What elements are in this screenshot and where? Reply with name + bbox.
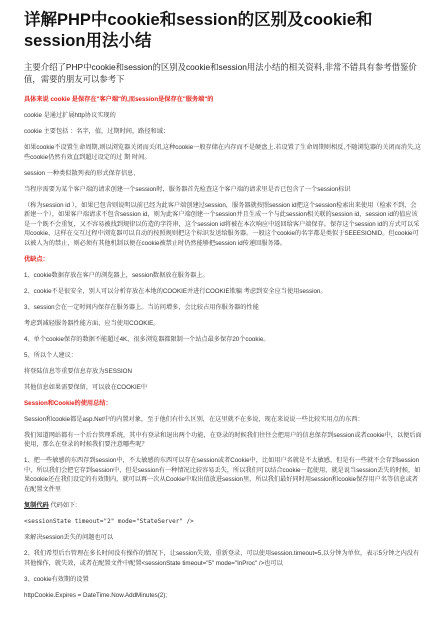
paragraph: （称为session id ），如果已包含则说明以前已经为此客户端创建过session，服务器就按照session id把这个session检索出来使用（检索不到，会新建一个），如果客户端请求不包含session id，则为此客户端创建一个session并且生成一个与此session相关联的session id，session id的值应该是一个既不会重复，又不容易被找到规律以仿造的字符串，这个session id将被在本次响应中返回给客户端保存。保存这个session id的方式可以采用cookie，这样在交互过程中浏览器可以自动的按照规则把这个标识发送给服务器。一般这个cookie的名字都是类似于SEEESIONID。但cookie可以被人为的禁止，则必须有其他机制以便在cookie被禁止时仍然能够把session id传递回服务器。	[24, 201, 420, 247]
paragraph: 将登陆信息等重要信息存放为SESSION	[24, 367, 132, 375]
paragraph: session 一种类似散列表的形式保存信息,	[24, 169, 136, 177]
paragraph: 4、单个cookie保存的数据不能超过4K，很多浏览器都限制一个站点最多保存20个cookie。	[24, 335, 270, 343]
paragraph: 来解决session丢失的问题也可以	[24, 534, 114, 541]
copy-code-link[interactable]: 复制代码	[24, 502, 49, 510]
section-heading: 优缺点：	[24, 255, 49, 263]
paragraph: 3、session会在一定时间内保存在服务器上。当访问增多，会比较占用你服务器的性能	[24, 303, 259, 311]
paragraph: httpCookie.Expires = DateTime.Now.AddMinutes(2);	[24, 591, 168, 599]
section-heading: Session和Cookie的使用总结：	[24, 399, 112, 407]
paragraph: Session和cookie都是asp.Net中的内置对象，至于他们有什么区别，在这里就不在多说，现在来说说一些比较实用点的东西：	[24, 415, 364, 423]
paragraph: cookie 是通过扩展http协议实现的	[24, 111, 116, 119]
paragraph: 1、cookie数据存放在客户的浏览器上，session数据放在服务器上。	[24, 271, 209, 279]
paragraph: 5、所以个人建议：	[24, 351, 77, 359]
document-page	[24, 10, 422, 607]
paragraph: cookie 主要包括 ：名字，值，过期时间，路径和域；	[24, 127, 170, 135]
paragraph: 考虑到减轻服务器性能方面，应当使用COOKIE。	[24, 319, 160, 327]
article-body	[24, 95, 422, 600]
paragraph: 2、cookie不是很安全，别人可以分析存放在本地的COOKIE并进行COOKIE欺骗 考虑到安全应当使用session。	[24, 287, 327, 295]
code-caption: 代码如下:	[50, 502, 77, 510]
copy-code-line	[24, 501, 422, 511]
paragraph: 2、我们希望后台管理在多长时间没有操作的情况下，让session失效，重新登录，可以使用session.timeout=5,以分钟为单位，表示5分钟之内没有其他操作，就失效，或者在配置文件中配置<sessionState timeout="5" mode="InProc" />也可以	[24, 549, 420, 567]
page-title: 详解PHP中cookie和session的区别及cookie和session用法小结	[24, 11, 373, 50]
paragraph: 其他信息如果需要保留，可以放在COOKIE中	[24, 383, 148, 391]
section-heading: 具体来说 cookie 是保存在"客户端"的,而session是保存在"服务端"的	[24, 96, 214, 103]
intro-summary: 主要介绍了PHP中cookie和session的区别及cookie和session用法小结的相关资料,非常不错具有参考借鉴价值，需要的朋友可以参考下	[24, 62, 417, 84]
paragraph: 如果cookie不设置生命周期,则以浏览器关闭而关闭,这种cookie一般存储在内存而不是硬盘上.若设置了生命周期则相反,不随浏览器的关闭而消失,这些cookie仍然有效直到超过设定的过 期 时间。	[24, 143, 422, 161]
paragraph: 我们知道网站都有一个后台管理系统，其中有登录和退出两个功能，在登录的时候我们往往会把用户的信息保存到session或者cookie中，以便后面使用，那么在登录的时候我们要注意哪些呢？	[24, 431, 422, 449]
paragraph: 3、cookie有效期的设置	[24, 575, 89, 583]
paragraph: 当程序需要为某个客户端的请求创建一个session时，服务器首先检查这个客户端的请求里是否已包含了一个session标识	[24, 185, 351, 193]
paragraph: 1、把一些敏感的东西存到session中，不太敏感的东西可以存在session或者Cookie中，比如用户名就是不太敏感，但是有一些就不会存到session中，所以我们会把它存到session中，但是session有一种情况比较容易丢失，所以我们可以结合cookie一起使用，就是说当session丢失的时候，如果cookie还在我们设定的有效期内，就可以再一次从Cookie中取出值放进session里，所以我们最好同时用session和cookie保存用户名等信息或者在配置文件里	[24, 457, 421, 494]
code-snippet: <sessionState timeout="2" mode="StateServer" />	[24, 518, 194, 526]
